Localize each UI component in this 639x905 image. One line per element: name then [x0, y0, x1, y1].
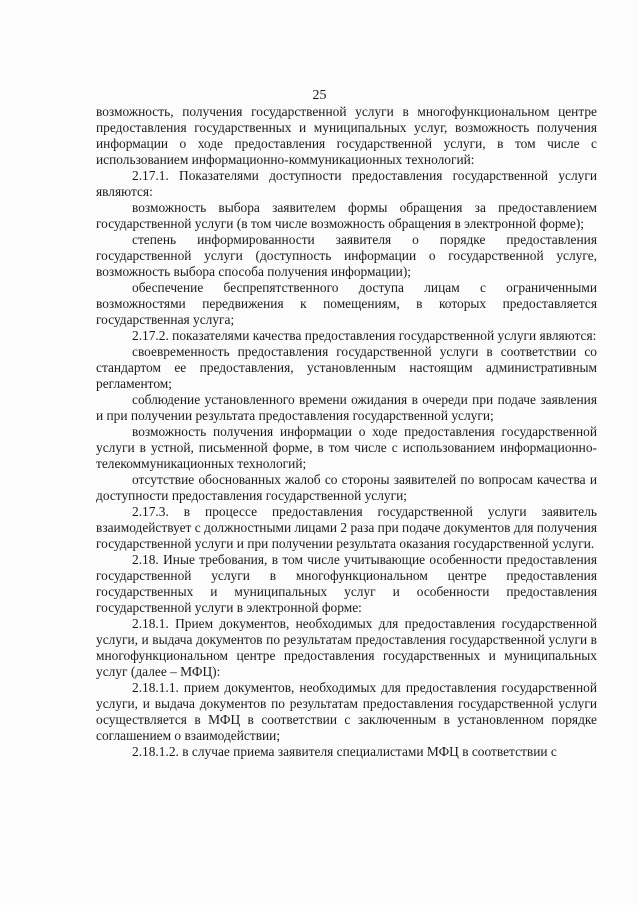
paragraph: 2.18.1.2. в случае приема заявителя специалистами МФЦ в соответствии с	[132, 744, 557, 759]
paragraph: 2.18.1. Прием документов, необходимых для предоставления государственной услуги, и выдача документов по результатам предоставления государственной услуги в многофункциональном центре предоставления государственных и муниципальных услуг (далее – МФЦ):	[96, 616, 597, 679]
paragraph: соблюдение установленного времени ожидания в очереди при подаче заявления и при получении результата предоставления государственной услуги;	[96, 392, 597, 423]
paragraph: возможность, получения государственной услуги в многофункциональном центре предоставления государственных и муниципальных услуг, возможность получения информации о ходе предоставления государственной услуги, в том числе с использованием информационно-коммуникационных технологий:	[96, 104, 597, 167]
page-number: 25	[312, 88, 327, 103]
paragraph: 2.17.3. в процессе предоставления государственной услуги заявитель взаимодействует с должностными лицами 2 раза при подаче документов для получения государственной услуги и при получении результата оказания государственной услуги.	[96, 504, 597, 551]
paragraph: 2.17.1. Показателями доступности предоставления государственной услуги являются:	[96, 168, 597, 199]
paragraph: возможность выбора заявителем формы обращения за предоставлением государственной услуги (в том числе возможность обращения в электронной форме);	[96, 200, 597, 231]
paragraph: возможность получения информации о ходе предоставления государственной услуги в устной, письменной форме, в том числе с использованием информационно-телекоммуникационных технологий;	[96, 424, 597, 471]
document-body	[96, 104, 597, 760]
paragraph: обеспечение беспрепятственного доступа лицам с ограниченными возможностями передвижения к помещениям, в которых предоставляется государственная услуга;	[96, 280, 597, 327]
paragraph: 2.18.1.1. прием документов, необходимых для предоставления государственной услуги, и выдача документов по результатам предоставления государственной услуги осуществляется в МФЦ в соответствии с заключенным в установленном порядке соглашением о взаимодействии;	[96, 680, 597, 743]
paragraph: степень информированности заявителя о порядке предоставления государственной услуги (доступность информации о государственной услуге, возможность выбора способа получения информации);	[96, 232, 597, 279]
paragraph: отсутствие обоснованных жалоб со стороны заявителей по вопросам качества и доступности предоставления государственной услуги;	[96, 472, 597, 503]
paragraph: 2.18. Иные требования, в том числе учитывающие особенности предоставления государственной услуги в многофункциональном центре предоставления государственных и муниципальных услуг и особенности предоставления государственной услуги в электронной форме:	[96, 552, 597, 615]
paragraph: своевременность предоставления государственной услуги в соответствии со стандартом ее предоставления, установленным настоящим административным регламентом;	[96, 344, 597, 391]
paragraph: 2.17.2. показателями качества предоставления государственной услуги являются:	[132, 328, 597, 343]
